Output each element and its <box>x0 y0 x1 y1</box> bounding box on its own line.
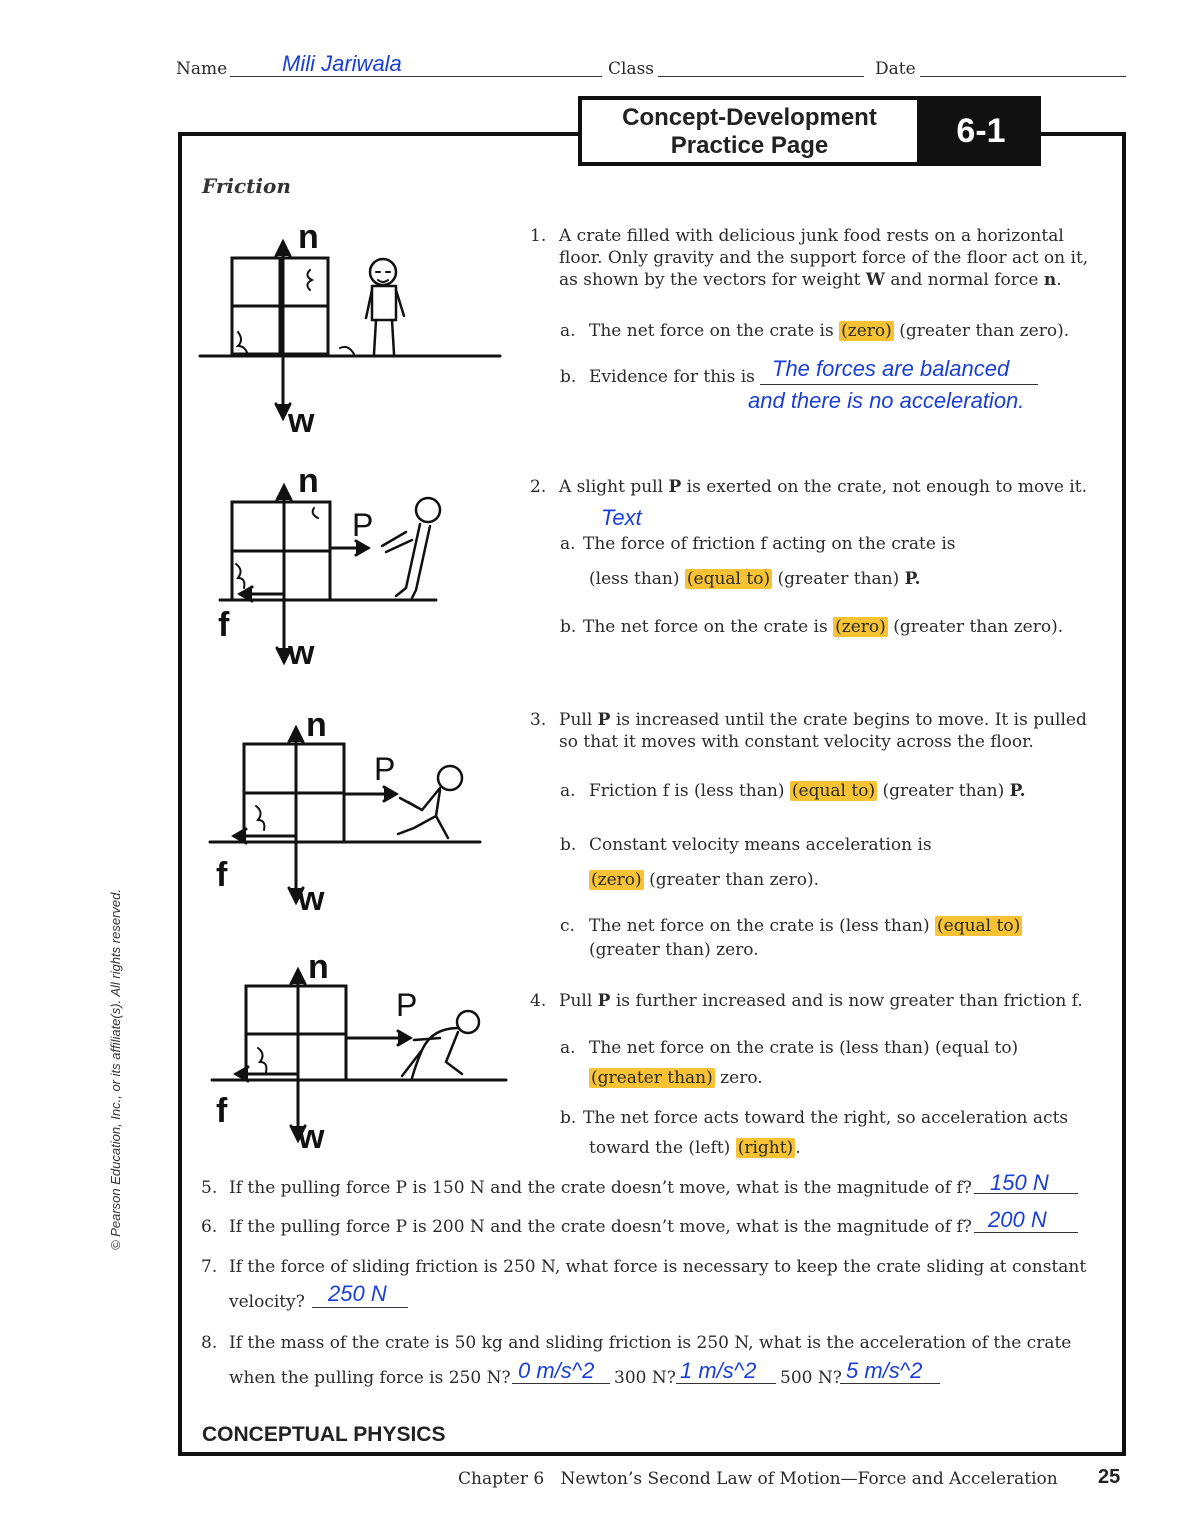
side-copyright: © Pearson Education, Inc., or its affiliate(s). All rights reserved. <box>108 889 123 1250</box>
q1a-label: a. <box>560 321 576 341</box>
q8-answer2[interactable]: 1 m/s^2 <box>680 1358 757 1383</box>
page-title-line1: Concept-Development <box>622 104 877 131</box>
q8-mid2: 500 N? <box>780 1368 842 1388</box>
figure-accelerating <box>200 946 510 1156</box>
q3-number: 3. <box>530 710 547 730</box>
q2b-label: b. <box>560 617 577 637</box>
figure-crate-at-rest <box>200 220 500 440</box>
q2a-label: a. <box>560 534 576 554</box>
q6-number: 6. <box>201 1217 218 1237</box>
q1-line1: A crate filled with delicious junk food rests on a horizontal <box>559 226 1064 246</box>
fig3-p-label: P <box>374 751 396 787</box>
q6-answer[interactable]: 200 N <box>988 1207 1047 1232</box>
q3-text: Pull P is increased until the crate begins to move. It is pulled so that it moves with constant velocity across the floor. <box>559 710 1087 752</box>
q2a-choice-greater[interactable]: (greater than) <box>777 569 900 589</box>
q2a-text: The force of friction f acting on the crate is <box>583 534 956 554</box>
q4a-choice-greater[interactable]: (greater than) <box>591 1068 713 1088</box>
q4b-label: b. <box>560 1108 577 1128</box>
q3a-choice-greater[interactable]: (greater than) <box>882 781 1005 801</box>
page-title-line2: Practice Page <box>670 132 829 159</box>
q4b-choice-right[interactable]: (right) <box>737 1138 794 1158</box>
class-line[interactable] <box>658 76 864 77</box>
q1-line3: as shown by the vectors for weight W and normal force n. <box>559 270 1062 290</box>
q2-number: 2. <box>530 477 547 497</box>
q4a-choices: (greater than) zero. <box>591 1068 763 1088</box>
q1a-line: The net force on the crate is (zero) (greater than zero). <box>589 321 1070 341</box>
q6-text: If the pulling force P is 200 N and the crate doesn’t move, what is the magnitude of f? <box>229 1217 972 1237</box>
fig1-n-label: n <box>298 218 319 256</box>
q8-number: 8. <box>201 1333 218 1353</box>
q8-answer3[interactable]: 5 m/s^2 <box>846 1358 923 1383</box>
q8-text1: If the mass of the crate is 50 kg and sliding friction is 250 N, what is the acceleration of the crate <box>229 1333 1072 1353</box>
brand-label: CONCEPTUAL PHYSICS <box>202 1423 446 1446</box>
q2b-line: The net force on the crate is (zero) (greater than zero). <box>583 617 1064 637</box>
q3c-end: (greater than) zero. <box>589 940 759 960</box>
q1-line2: floor. Only gravity and the support force of the floor act on it, <box>559 248 1089 268</box>
fig2-p-label: P <box>352 507 374 543</box>
q5-answer[interactable]: 150 N <box>990 1170 1049 1195</box>
q1b-text: Evidence for this is <box>589 367 755 387</box>
q1-text <box>559 225 1099 291</box>
q8-answer1[interactable]: 0 m/s^2 <box>518 1358 595 1383</box>
page-title-box <box>578 96 921 166</box>
fig4-p-label: P <box>396 987 418 1023</box>
q7-text2: velocity? <box>229 1292 305 1312</box>
section-title: Friction <box>202 174 291 198</box>
fig2-n-label: n <box>298 462 319 500</box>
q1a-choice-zero[interactable]: (zero) <box>841 321 892 341</box>
q4b-text: The net force acts toward the right, so acceleration acts <box>583 1108 1069 1128</box>
fig3-w-label: w <box>298 880 325 918</box>
q2-text: A slight pull P is exerted on the crate, not enough to move it. <box>559 477 1087 497</box>
q2b-choice-greater[interactable]: (greater than zero). <box>893 617 1064 637</box>
q1b-answer-line2[interactable]: and there is no acceleration. <box>748 388 1025 413</box>
q7-answer-line[interactable] <box>312 1307 408 1308</box>
q4a-label: a. <box>560 1038 576 1058</box>
q3b-label: b. <box>560 835 577 855</box>
footer-chapter: Chapter 6 Newton’s Second Law of Motion—Force and Acceleration <box>458 1469 1058 1489</box>
q5-text: If the pulling force P is 150 N and the crate doesn’t move, what is the magnitude of f? <box>229 1178 972 1198</box>
page-number-badge: 6-1 <box>921 96 1041 166</box>
q3a-label: a. <box>560 781 576 801</box>
class-label: Class <box>608 59 655 79</box>
fig2-f-label: f <box>218 606 230 644</box>
date-label: Date <box>875 59 916 79</box>
name-label: Name <box>176 59 228 79</box>
q3a-line: Friction f is (less than) (equal to) (greater than) P. <box>589 781 1026 801</box>
q1b-label: b. <box>560 367 577 387</box>
name-value[interactable]: Mili Jariwala <box>282 51 402 76</box>
q7-answer[interactable]: 250 N <box>328 1281 387 1306</box>
q8-mid1: 300 N? <box>614 1368 676 1388</box>
q3a-choice-equal[interactable]: (equal to) <box>791 781 876 801</box>
q7-number: 7. <box>201 1257 218 1277</box>
q2b-choice-zero[interactable]: (zero) <box>835 617 886 637</box>
q5-number: 5. <box>201 1178 218 1198</box>
q1b-answer-line[interactable] <box>760 384 1038 385</box>
q4b-choices: toward the (left) (right) . <box>589 1138 801 1158</box>
date-line[interactable] <box>920 76 1126 77</box>
q7-text1: If the force of sliding friction is 250 N, what force is necessary to keep the crate sliding at constant <box>229 1257 1087 1277</box>
fig3-f-label: f <box>216 856 228 894</box>
fig2-w-label: w <box>288 634 315 672</box>
q4-number: 4. <box>530 991 547 1011</box>
fig1-w-label: w <box>288 402 315 440</box>
fig4-n-label: n <box>308 948 329 986</box>
figure-slight-pull <box>200 462 500 676</box>
q3b-choices <box>589 869 819 891</box>
fig3-n-label: n <box>306 706 327 744</box>
q4a-text: The net force on the crate is (less than) (equal to) <box>589 1038 1019 1058</box>
fig4-f-label: f <box>216 1092 228 1130</box>
fig4-w-label: w <box>298 1118 325 1156</box>
q3c-label: c. <box>560 916 575 936</box>
q3c-choice-equal[interactable]: (equal to) <box>937 916 1021 936</box>
q2a-choice-less[interactable]: (less than) <box>589 569 680 589</box>
q3b-choice-zero[interactable]: (zero) <box>591 870 642 890</box>
q4-text: Pull P is further increased and is now greater than friction f. <box>559 991 1083 1011</box>
q3c-line: The net force on the crate is (less than) (equal to) <box>589 916 1021 936</box>
q1b-answer-line1[interactable]: The forces are balanced <box>772 356 1010 381</box>
q2a-choice-equal[interactable]: (equal to) <box>686 569 771 589</box>
figure-constant-velocity <box>200 706 500 916</box>
q2a-choices: (less than) (equal to) (greater than) P. <box>589 569 921 589</box>
page-number: 25 <box>1098 1466 1121 1488</box>
q1-number: 1. <box>530 226 547 246</box>
q3b-choice-greater[interactable]: (greater than zero). <box>649 870 820 890</box>
q3b-text: Constant velocity means acceleration is <box>589 835 932 855</box>
q8-text2: when the pulling force is 250 N? <box>229 1368 511 1388</box>
q1a-choice-greater[interactable]: (greater than zero). <box>899 321 1070 341</box>
q2-annotation[interactable]: Text <box>601 505 642 530</box>
